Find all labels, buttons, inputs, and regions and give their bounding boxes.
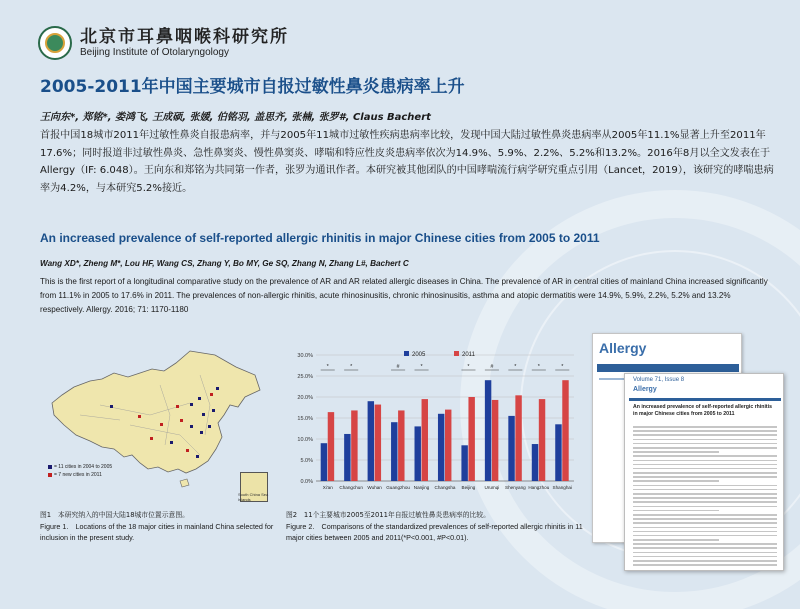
journal-text-line (633, 468, 777, 470)
journal-text-line (633, 434, 777, 436)
journal-text-line (633, 564, 777, 566)
institute-logo (38, 26, 72, 60)
significance-marker: * (467, 364, 470, 370)
x-tick-label: Changchun (339, 485, 363, 490)
city-marker (176, 405, 179, 408)
authors-en: Wang XD*, Zheng M*, Lou HF, Wang CS, Zhang Y, Bo MY, Ge SQ, Zhang N, Zhang L#, Bachert C (40, 259, 409, 268)
journal-text-line (633, 493, 777, 495)
journal-text-line (633, 552, 777, 554)
figure-1-caption (40, 510, 280, 543)
bar-2005 (368, 401, 374, 481)
journal-text-line (633, 547, 777, 549)
city-marker (200, 431, 203, 434)
y-tick-label: 25.0% (297, 374, 313, 380)
figure-1-caption-en: Figure 1. Locations of the 18 major cities in mainland China selected for inclusion in the present study. (40, 522, 274, 542)
bar-2011 (468, 397, 474, 481)
x-tick-label: Shenyang (505, 485, 526, 490)
city-marker (212, 409, 215, 412)
bar-2005 (321, 443, 327, 481)
legend-new-city-icon (48, 473, 52, 477)
city-marker (198, 397, 201, 400)
y-tick-label: 10.0% (297, 437, 313, 443)
journal-images (592, 333, 784, 571)
x-tick-label: Changsha (434, 485, 456, 490)
city-marker (208, 425, 211, 428)
city-marker (190, 425, 193, 428)
bar-2005 (415, 426, 421, 481)
journal-nav-bar (597, 364, 739, 372)
journal-text-line (633, 510, 719, 512)
x-tick-label: Xi'an (322, 485, 333, 490)
journal-text-line (633, 497, 777, 499)
bar-2011 (422, 399, 428, 481)
page-title-cn: 2005-2011年中国主要城市自报过敏性鼻炎患病率上升 (40, 77, 465, 97)
city-marker (202, 413, 205, 416)
significance-marker: * (561, 364, 564, 370)
legend-label-2005: 2005 (412, 352, 426, 358)
journal-volume: Volume 71, Issue 8 (633, 377, 685, 383)
significance-marker: * (514, 364, 517, 370)
journal-text-line (633, 514, 777, 516)
journal-article-page (624, 373, 784, 571)
city-marker (110, 405, 113, 408)
journal-text-line (633, 543, 777, 545)
journal-article-title: An increased prevalence of self-reported allergic rhinitis in major Chinese cities from 2005 to 2011 (633, 404, 772, 417)
journal-text-line (633, 443, 777, 445)
bar-2011 (445, 410, 451, 481)
x-tick-label: Urumqi (484, 485, 500, 490)
legend-swatch-2011 (454, 351, 459, 356)
journal-text-line (633, 527, 777, 529)
map-hainan (180, 479, 189, 487)
map-inset-label: South China Sea Islands (238, 492, 269, 502)
abstract-cn: 首报中国18城市2011年过敏性鼻炎自报患病率，并与2005年11城市过敏性疾病患病率比较，发现中国大陆过敏性鼻炎患病率从2005年11.1%显著上升至2011年17.6%；同时报道非过敏性鼻炎、急性鼻窦炎、慢性鼻窦炎、哮喘和特应性皮炎患病率依次为14.9%、5.9%、2.2%、5.2%和13.2%。2016年8月以全文发表在于Allergy（IF: 6.048）。王向东和郑铭为共同第一作者，张罗为通讯作者。本研究被其他团队的中国哮喘流行病学研究重点引用（Lancet，2019），该研究的哮喘患病率为4.2%，与本研究5.2%接近。 (40, 130, 774, 194)
journal-article-bar (629, 398, 781, 401)
journal-text-line (633, 455, 777, 457)
significance-marker: # (396, 364, 400, 370)
journal-text-line (633, 464, 777, 466)
journal-text-line (633, 460, 777, 462)
journal-text-line (633, 506, 777, 508)
bar-2005 (555, 424, 561, 481)
city-marker (216, 387, 219, 390)
journal-text-line (633, 426, 777, 428)
map-legend-new: = 7 new cities in 2011 (54, 472, 102, 478)
bar-2011 (351, 410, 357, 481)
bar-2011 (492, 400, 498, 481)
significance-marker: # (490, 364, 494, 370)
city-marker (138, 415, 141, 418)
bar-2005 (485, 380, 491, 481)
bar-2011 (515, 395, 521, 481)
legend-swatch-2005 (404, 351, 409, 356)
journal-text-line (633, 430, 777, 432)
figure-2-caption (286, 510, 586, 543)
bar-2011 (562, 380, 568, 481)
journal-text-line (633, 451, 719, 453)
bar-2005 (532, 444, 538, 481)
journal-name: Allergy (599, 340, 647, 356)
journal-article-text (633, 426, 777, 568)
city-marker (186, 449, 189, 452)
city-marker (210, 393, 213, 396)
journal-article-header: Allergy (633, 386, 657, 393)
authors-cn: 王向东*, 郑铭*, 娄鸿飞, 王成硕, 张媛, 伯铭羽, 盖思齐, 张楠, 张罗#, Claus Bachert (40, 112, 431, 123)
y-tick-label: 5.0% (300, 458, 313, 464)
city-marker (190, 403, 193, 406)
x-tick-label: Wuhan (367, 485, 382, 490)
bar-2011 (398, 410, 404, 481)
journal-text-line (633, 439, 777, 441)
x-tick-label: Nanjing (413, 485, 430, 490)
figure-2-caption-en: Figure 2. Comparisons of the standardized prevalences of self-reported allergic rhinitis in 11 major cities between 2005 and 2011(*P<0.001, #P<0.01). (286, 522, 583, 542)
journal-text-line (633, 489, 777, 491)
y-tick-label: 15.0% (297, 416, 313, 422)
map-legend-old: = 11 cities in 2004 to 2005 (54, 464, 113, 470)
journal-text-line (633, 522, 777, 524)
journal-text-line (633, 501, 777, 503)
significance-marker: * (326, 364, 329, 370)
institute-name-en: Beijing Institute of Otolaryngology (80, 47, 229, 58)
bar-2005 (461, 445, 467, 481)
journal-text-line (633, 476, 777, 478)
city-marker (150, 437, 153, 440)
bar-2005 (344, 434, 350, 481)
abstract-en: This is the first report of a longitudinal comparative study on the prevalence of AR and AR related allergic diseases in China. The prevalence of AR in central cities of mainland China increased significantly from 11.1% in 2005 to 17.6% in 2011. The prevalences of non-allergic rhinitis, acute rhinosinusitis, chronic rhinosinusitis, asthma and atopic dermatitis were 14.9%, 5.9%, 2.2%, 5.2% and 13.2% respectively. Allergy. 2016; 71: 1170-1180 (40, 277, 768, 314)
city-marker (180, 419, 183, 422)
journal-text-line (633, 447, 777, 449)
institute-header (38, 26, 289, 60)
chart-svg (286, 345, 578, 503)
y-tick-label: 0.0% (300, 479, 313, 485)
journal-text-line (633, 518, 777, 520)
bar-2011 (375, 405, 381, 481)
bar-2005 (391, 422, 397, 481)
institute-name-cn: 北京市耳鼻咽喉科研究所 (80, 27, 289, 47)
city-marker (170, 441, 173, 444)
bar-2005 (438, 414, 444, 481)
journal-text-line (633, 480, 719, 482)
figure-1-caption-cn: 图1 本研究纳入的中国大陆18城市位置示意图。 (40, 511, 189, 519)
journal-text-line (633, 539, 719, 541)
significance-marker: * (420, 364, 423, 370)
bar-2011 (328, 412, 334, 481)
y-tick-label: 20.0% (297, 395, 313, 401)
bar-2011 (539, 399, 545, 481)
journal-text-line (633, 485, 777, 487)
x-tick-label: Shanghai (552, 485, 572, 490)
journal-text-line (633, 560, 777, 562)
map-china-outline (52, 351, 260, 473)
journal-text-line (633, 535, 777, 537)
page-title-en: An increased prevalence of self-reported allergic rhinitis in major Chinese cities from 2005 to 2011 (40, 231, 600, 245)
map-legend (48, 463, 112, 479)
x-tick-label: Hangzhou (528, 485, 550, 490)
bar-2005 (508, 416, 514, 481)
significance-marker: * (350, 364, 353, 370)
x-tick-label: Guangzhou (386, 485, 410, 490)
journal-text-line (633, 556, 777, 558)
legend-label-2011: 2011 (462, 352, 475, 358)
journal-text-line (633, 531, 777, 533)
figure-2-caption-cn: 图2 11个主要城市2005至2011年自报过敏性鼻炎患病率的比较。 (286, 511, 490, 519)
legend-old-city-icon (48, 465, 52, 469)
china-city-map (40, 345, 275, 503)
journal-text-line (633, 472, 777, 474)
x-tick-label: Beijing (461, 485, 476, 490)
prevalence-bar-chart (286, 345, 578, 503)
city-marker (160, 423, 163, 426)
y-tick-label: 30.0% (297, 353, 313, 359)
city-marker (196, 455, 199, 458)
significance-marker: * (537, 364, 540, 370)
